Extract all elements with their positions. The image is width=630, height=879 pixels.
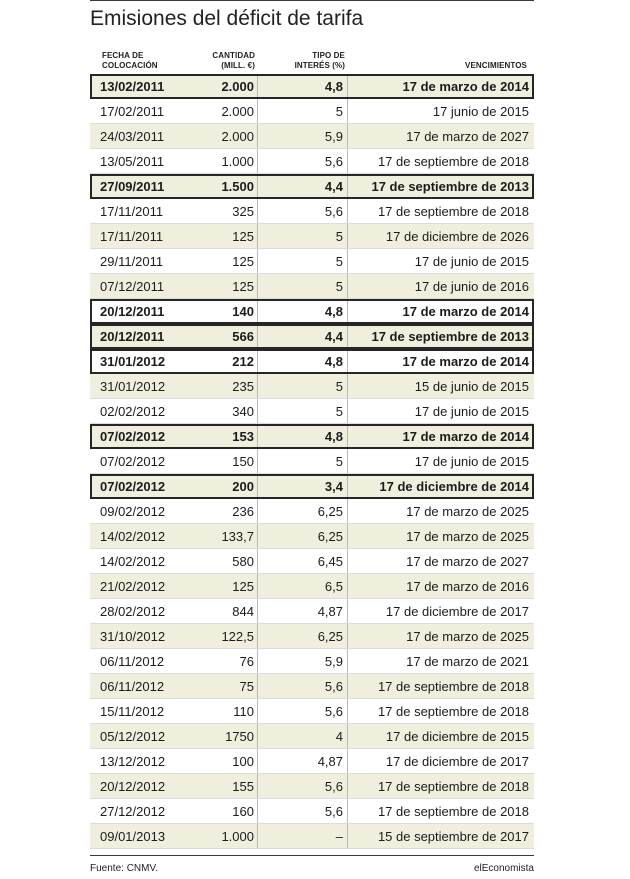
cell-vencimiento: 17 de marzo de 2025 bbox=[406, 529, 529, 544]
cell-fecha: 27/12/2012 bbox=[100, 804, 166, 819]
data-table bbox=[90, 74, 534, 849]
cell-fecha: 06/11/2012 bbox=[100, 679, 165, 694]
header-vencimientos: VENCIMIENTOS bbox=[465, 61, 527, 70]
cell-tipo: 5,6 bbox=[324, 154, 343, 169]
cell-tipo: 6,25 bbox=[317, 529, 343, 544]
cell-vencimiento: 17 de marzo de 2014 bbox=[402, 79, 529, 94]
cell-fecha: 13/02/2011 bbox=[100, 79, 165, 94]
table-row bbox=[90, 399, 534, 424]
table-row bbox=[90, 724, 534, 749]
column-divider bbox=[347, 549, 348, 574]
table-row bbox=[90, 374, 534, 399]
column-divider bbox=[257, 549, 258, 574]
cell-fecha: 17/11/2011 bbox=[100, 204, 164, 219]
cell-tipo: 4,4 bbox=[324, 329, 343, 344]
column-divider bbox=[347, 149, 348, 174]
cell-vencimiento: 17 de marzo de 2025 bbox=[406, 629, 529, 644]
table-row-highlighted bbox=[90, 299, 534, 324]
column-divider bbox=[347, 799, 348, 824]
cell-vencimiento: 15 de junio de 2015 bbox=[414, 379, 529, 394]
cell-vencimiento: 17 de septiembre de 2018 bbox=[377, 679, 529, 694]
header-cantidad bbox=[198, 51, 255, 71]
column-divider bbox=[347, 574, 348, 599]
table-row-highlighted bbox=[90, 349, 534, 374]
column-divider bbox=[347, 599, 348, 624]
cell-cantidad: 75 bbox=[239, 679, 254, 694]
column-divider bbox=[257, 624, 258, 649]
column-divider bbox=[347, 749, 348, 774]
table-row bbox=[90, 599, 534, 624]
column-divider bbox=[257, 424, 258, 449]
cell-fecha: 14/02/2012 bbox=[100, 554, 166, 569]
column-divider bbox=[257, 499, 258, 524]
cell-tipo: 5,6 bbox=[324, 779, 343, 794]
table-row bbox=[90, 499, 534, 524]
source-note: Fuente: CNMV. bbox=[90, 863, 158, 874]
cell-cantidad: 325 bbox=[232, 204, 254, 219]
column-divider bbox=[347, 224, 348, 249]
cell-cantidad: 1.500 bbox=[221, 179, 254, 194]
row-divider bbox=[90, 848, 534, 849]
column-divider bbox=[257, 74, 258, 99]
cell-fecha: 05/12/2012 bbox=[100, 729, 166, 744]
cell-tipo: 6,5 bbox=[324, 579, 343, 594]
cell-vencimiento: 17 de junio de 2015 bbox=[414, 254, 529, 269]
cell-cantidad: 1750 bbox=[225, 729, 254, 744]
cell-vencimiento: 17 de marzo de 2014 bbox=[402, 304, 529, 319]
cell-vencimiento: 17 de marzo de 2016 bbox=[406, 579, 529, 594]
table-row bbox=[90, 574, 534, 599]
table-row bbox=[90, 699, 534, 724]
cell-cantidad: 236 bbox=[232, 504, 254, 519]
cell-fecha: 14/02/2012 bbox=[100, 529, 166, 544]
column-divider bbox=[257, 724, 258, 749]
cell-tipo: 5 bbox=[335, 104, 343, 119]
column-divider bbox=[257, 599, 258, 624]
table-row-highlighted bbox=[90, 474, 534, 499]
cell-fecha: 31/01/2012 bbox=[100, 379, 166, 394]
cell-fecha: 06/11/2012 bbox=[100, 654, 165, 669]
cell-tipo: 6,25 bbox=[317, 504, 343, 519]
table-row bbox=[90, 99, 534, 124]
column-divider bbox=[347, 824, 348, 849]
cell-cantidad: 235 bbox=[232, 379, 254, 394]
cell-vencimiento: 17 de septiembre de 2013 bbox=[371, 179, 529, 194]
table-row bbox=[90, 774, 534, 799]
column-divider bbox=[347, 774, 348, 799]
top-rule bbox=[90, 0, 534, 1]
cell-cantidad: 150 bbox=[232, 454, 254, 469]
column-divider bbox=[347, 299, 348, 324]
column-divider bbox=[347, 699, 348, 724]
cell-fecha: 31/01/2012 bbox=[100, 354, 166, 369]
cell-vencimiento: 17 de septiembre de 2018 bbox=[377, 804, 529, 819]
cell-vencimiento: 17 de septiembre de 2018 bbox=[377, 204, 529, 219]
table-row bbox=[90, 249, 534, 274]
cell-tipo: 5 bbox=[335, 454, 343, 469]
cell-tipo: 5 bbox=[335, 229, 343, 244]
cell-tipo: 4,8 bbox=[324, 304, 343, 319]
cell-tipo: 6,45 bbox=[317, 554, 343, 569]
column-divider bbox=[347, 474, 348, 499]
table-row bbox=[90, 124, 534, 149]
column-divider bbox=[347, 374, 348, 399]
column-divider bbox=[257, 524, 258, 549]
cell-fecha: 20/12/2012 bbox=[100, 779, 166, 794]
column-divider bbox=[257, 749, 258, 774]
column-divider bbox=[347, 249, 348, 274]
cell-cantidad: 566 bbox=[232, 329, 254, 344]
cell-cantidad: 1.000 bbox=[221, 829, 254, 844]
table-row bbox=[90, 149, 534, 174]
cell-cantidad: 200 bbox=[232, 479, 254, 494]
table-row bbox=[90, 624, 534, 649]
cell-vencimiento: 17 de junio de 2016 bbox=[414, 279, 529, 294]
cell-tipo: 4,87 bbox=[317, 604, 343, 619]
cell-fecha: 27/09/2011 bbox=[100, 179, 165, 194]
brand-credit: elEconomista bbox=[473, 863, 534, 874]
cell-tipo: 4,8 bbox=[324, 354, 343, 369]
cell-vencimiento: 17 de diciembre de 2014 bbox=[379, 479, 529, 494]
column-divider bbox=[257, 699, 258, 724]
cell-tipo: 5 bbox=[335, 254, 343, 269]
header-cantidad-line1: CANTIDAD bbox=[212, 51, 255, 60]
column-divider bbox=[257, 674, 258, 699]
cell-cantidad: 133,7 bbox=[221, 529, 254, 544]
cell-tipo: 5,6 bbox=[324, 204, 343, 219]
column-divider bbox=[347, 724, 348, 749]
cell-cantidad: 125 bbox=[232, 229, 254, 244]
column-divider bbox=[257, 399, 258, 424]
cell-fecha: 24/03/2011 bbox=[100, 129, 165, 144]
column-divider bbox=[257, 474, 258, 499]
cell-vencimiento: 17 de junio de 2015 bbox=[414, 404, 529, 419]
cell-fecha: 07/12/2011 bbox=[100, 279, 165, 294]
header-tipo-line2: INTERÉS (%) bbox=[294, 61, 345, 70]
column-divider bbox=[257, 324, 258, 349]
column-divider bbox=[257, 249, 258, 274]
cell-tipo: 5,6 bbox=[324, 704, 343, 719]
cell-vencimiento: 17 de septiembre de 2018 bbox=[377, 704, 529, 719]
column-divider bbox=[347, 174, 348, 199]
cell-fecha: 15/11/2012 bbox=[100, 704, 165, 719]
column-divider bbox=[347, 424, 348, 449]
cell-fecha: 09/02/2012 bbox=[100, 504, 166, 519]
cell-fecha: 17/11/2011 bbox=[100, 229, 164, 244]
cell-cantidad: 125 bbox=[232, 279, 254, 294]
header-fecha bbox=[102, 51, 158, 71]
cell-vencimiento: 17 de marzo de 2021 bbox=[406, 654, 529, 669]
column-divider bbox=[257, 124, 258, 149]
cell-fecha: 17/02/2011 bbox=[100, 104, 165, 119]
cell-tipo: 4 bbox=[335, 729, 343, 744]
column-divider bbox=[347, 199, 348, 224]
cell-fecha: 31/10/2012 bbox=[100, 629, 166, 644]
cell-tipo: 5 bbox=[335, 279, 343, 294]
cell-fecha: 09/01/2013 bbox=[100, 829, 166, 844]
column-divider bbox=[257, 774, 258, 799]
header-tipo bbox=[264, 51, 345, 71]
cell-cantidad: 125 bbox=[232, 579, 254, 594]
cell-vencimiento: 17 de diciembre de 2015 bbox=[385, 729, 529, 744]
column-divider bbox=[257, 799, 258, 824]
column-divider bbox=[347, 649, 348, 674]
table-row-highlighted bbox=[90, 74, 534, 99]
cell-cantidad: 153 bbox=[232, 429, 254, 444]
column-divider bbox=[347, 349, 348, 374]
cell-vencimiento: 17 de septiembre de 2018 bbox=[377, 779, 529, 794]
header-fecha-line1: FECHA DE bbox=[102, 51, 144, 60]
table-row bbox=[90, 224, 534, 249]
column-divider bbox=[347, 99, 348, 124]
page-title: Emisiones del déficit de tarifa bbox=[90, 7, 364, 30]
column-divider bbox=[257, 199, 258, 224]
table-row bbox=[90, 649, 534, 674]
header-fecha-line2: COLOCACIÓN bbox=[102, 61, 158, 70]
cell-cantidad: 110 bbox=[233, 704, 254, 719]
cell-cantidad: 140 bbox=[232, 304, 254, 319]
cell-vencimiento: 17 de diciembre de 2026 bbox=[385, 229, 529, 244]
table-row bbox=[90, 524, 534, 549]
table-row bbox=[90, 799, 534, 824]
table-row-highlighted bbox=[90, 324, 534, 349]
cell-tipo: 5,9 bbox=[324, 654, 343, 669]
cell-tipo: 5,6 bbox=[324, 804, 343, 819]
cell-tipo: – bbox=[335, 829, 343, 844]
column-divider bbox=[257, 374, 258, 399]
cell-fecha: 28/02/2012 bbox=[100, 604, 166, 619]
cell-cantidad: 122,5 bbox=[221, 629, 254, 644]
cell-vencimiento: 15 de septiembre de 2017 bbox=[377, 829, 529, 844]
cell-fecha: 21/02/2012 bbox=[100, 579, 166, 594]
column-divider bbox=[347, 449, 348, 474]
column-divider bbox=[257, 274, 258, 299]
cell-tipo: 5,9 bbox=[324, 129, 343, 144]
cell-tipo: 4,4 bbox=[324, 179, 343, 194]
cell-vencimiento: 17 de junio de 2015 bbox=[414, 454, 529, 469]
column-divider bbox=[257, 224, 258, 249]
cell-vencimiento: 17 de diciembre de 2017 bbox=[385, 604, 529, 619]
cell-fecha: 20/12/2011 bbox=[100, 329, 165, 344]
column-divider bbox=[347, 124, 348, 149]
table-row bbox=[90, 449, 534, 474]
cell-cantidad: 212 bbox=[232, 354, 254, 369]
column-divider bbox=[257, 574, 258, 599]
header-tipo-line1: TIPO DE bbox=[312, 51, 345, 60]
column-divider bbox=[347, 624, 348, 649]
cell-cantidad: 160 bbox=[232, 804, 254, 819]
column-divider bbox=[257, 99, 258, 124]
cell-cantidad: 580 bbox=[232, 554, 254, 569]
cell-fecha: 29/11/2011 bbox=[100, 254, 164, 269]
cell-tipo: 6,25 bbox=[317, 629, 343, 644]
cell-vencimiento: 17 de marzo de 2025 bbox=[406, 504, 529, 519]
table-row bbox=[90, 824, 534, 849]
column-divider bbox=[257, 299, 258, 324]
cell-cantidad: 844 bbox=[232, 604, 254, 619]
table-row bbox=[90, 549, 534, 574]
cell-cantidad: 2.000 bbox=[221, 79, 254, 94]
cell-vencimiento: 17 de septiembre de 2013 bbox=[371, 329, 529, 344]
cell-cantidad: 2.000 bbox=[221, 104, 254, 119]
column-divider bbox=[257, 149, 258, 174]
cell-tipo: 4,8 bbox=[324, 429, 343, 444]
column-divider bbox=[257, 649, 258, 674]
cell-vencimiento: 17 de marzo de 2014 bbox=[402, 354, 529, 369]
table-row-highlighted bbox=[90, 424, 534, 449]
bottom-rule bbox=[90, 855, 534, 856]
header-cantidad-line2: (MILL. €) bbox=[221, 61, 255, 70]
column-divider bbox=[347, 524, 348, 549]
cell-tipo: 3,4 bbox=[324, 479, 343, 494]
cell-vencimiento: 17 de marzo de 2027 bbox=[406, 554, 529, 569]
cell-cantidad: 2.000 bbox=[221, 129, 254, 144]
cell-fecha: 07/02/2012 bbox=[100, 429, 166, 444]
cell-tipo: 5,6 bbox=[324, 679, 343, 694]
column-divider bbox=[347, 74, 348, 99]
column-divider bbox=[347, 274, 348, 299]
cell-tipo: 5 bbox=[335, 379, 343, 394]
table-row bbox=[90, 274, 534, 299]
cell-cantidad: 100 bbox=[232, 754, 254, 769]
cell-tipo: 4,8 bbox=[324, 79, 343, 94]
column-divider bbox=[257, 449, 258, 474]
cell-fecha: 02/02/2012 bbox=[100, 404, 166, 419]
cell-cantidad: 155 bbox=[232, 779, 254, 794]
cell-cantidad: 76 bbox=[239, 654, 254, 669]
cell-vencimiento: 17 de marzo de 2014 bbox=[402, 429, 529, 444]
column-divider bbox=[347, 674, 348, 699]
cell-vencimiento: 17 de septiembre de 2018 bbox=[377, 154, 529, 169]
table-row bbox=[90, 749, 534, 774]
cell-fecha: 20/12/2011 bbox=[100, 304, 165, 319]
column-divider bbox=[257, 824, 258, 849]
cell-vencimiento: 17 de marzo de 2027 bbox=[406, 129, 529, 144]
column-divider bbox=[257, 174, 258, 199]
table-row bbox=[90, 199, 534, 224]
column-divider bbox=[347, 324, 348, 349]
cell-cantidad: 340 bbox=[232, 404, 254, 419]
table-row-highlighted bbox=[90, 174, 534, 199]
column-divider bbox=[347, 399, 348, 424]
cell-vencimiento: 17 de diciembre de 2017 bbox=[385, 754, 529, 769]
cell-vencimiento: 17 junio de 2015 bbox=[432, 104, 529, 119]
cell-fecha: 13/05/2011 bbox=[100, 154, 165, 169]
column-divider bbox=[257, 349, 258, 374]
cell-cantidad: 125 bbox=[232, 254, 254, 269]
table-row bbox=[90, 674, 534, 699]
cell-fecha: 13/12/2012 bbox=[100, 754, 166, 769]
cell-tipo: 5 bbox=[335, 404, 343, 419]
cell-fecha: 07/02/2012 bbox=[100, 479, 166, 494]
cell-fecha: 07/02/2012 bbox=[100, 454, 166, 469]
cell-tipo: 4,87 bbox=[317, 754, 343, 769]
cell-cantidad: 1.000 bbox=[221, 154, 254, 169]
column-divider bbox=[347, 499, 348, 524]
